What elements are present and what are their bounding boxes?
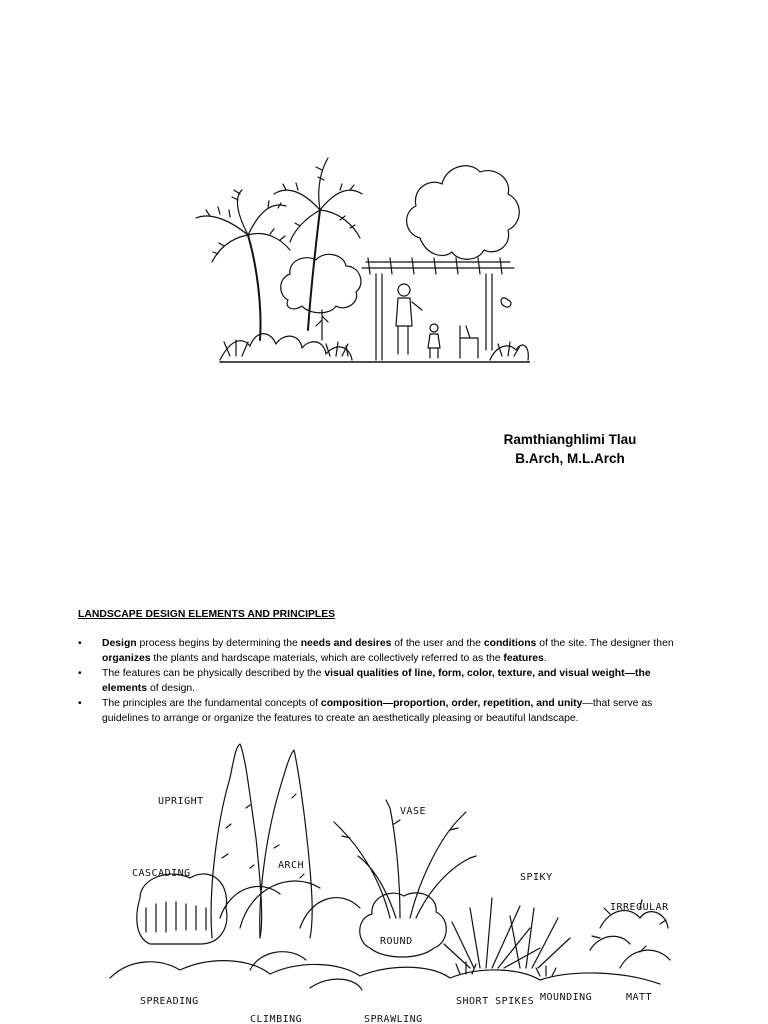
bullet-marker: • (78, 698, 82, 709)
text-bold: — (382, 698, 394, 709)
text-bold: — (624, 668, 636, 679)
text: of design. (147, 683, 196, 694)
author-degrees: B.Arch, M.L.Arch (515, 451, 625, 466)
label-sprawling: SPRAWLING (364, 1014, 423, 1024)
list-item (78, 636, 688, 666)
label-cascading: CASCADING (132, 868, 191, 879)
text: of the user and the (391, 638, 484, 649)
bullet-marker: • (78, 638, 82, 649)
text: . (543, 653, 547, 664)
list-item (78, 666, 688, 696)
text-bold: the elements (102, 668, 651, 694)
text: —that serve as guidelines to arrange or organize the features to create an aesthetically pleasing or beautiful landscape. (102, 698, 653, 724)
label-irregular: IRREGULAR (610, 902, 669, 913)
text-bold: composition (320, 698, 383, 709)
text: The features can be physically described by the (102, 668, 325, 679)
text-bold: proportion, order, repetition, and unity (393, 698, 583, 709)
garden-pergola-sketch (190, 150, 530, 370)
text-bold: organizes (102, 653, 151, 664)
text-bold: visual qualities of line, form, color, texture, and visual weight (324, 668, 625, 679)
label-climbing: CLIMBING (250, 1014, 303, 1024)
label-short-spikes: SHORT SPIKES (456, 996, 535, 1007)
list-item (78, 696, 688, 726)
label-upright: UPRIGHT (158, 796, 204, 807)
label-round: ROUND (380, 936, 413, 947)
text: the plants and hardscape materials, which are collectively referred to as the (150, 653, 504, 664)
text-bold: needs and desires (300, 638, 392, 649)
label-spiky: SPIKY (520, 872, 553, 883)
design-elements-section (78, 607, 688, 726)
text-bold: features (503, 653, 544, 664)
text-bold: conditions (483, 638, 537, 649)
text-bold: Design (102, 638, 137, 649)
plant-forms-sketch (100, 738, 680, 1024)
section-title: LANDSCAPE DESIGN ELEMENTS AND PRINCIPLES (78, 609, 336, 620)
label-arch: ARCH (278, 860, 305, 871)
author-block (440, 430, 700, 468)
text: process begins by determining the (136, 638, 301, 649)
bullet-marker: • (78, 668, 82, 679)
label-spreading: SPREADING (140, 996, 199, 1007)
text: The principles are the fundamental concepts of (102, 698, 321, 709)
label-mounding: MOUNDING (540, 992, 593, 1003)
text: of the site. The designer then (536, 638, 674, 649)
label-vase: VASE (400, 806, 427, 817)
principles-list (78, 636, 688, 726)
label-matt: MATT (626, 992, 653, 1003)
author-name: Ramthianghlimi Tlau (503, 432, 637, 447)
